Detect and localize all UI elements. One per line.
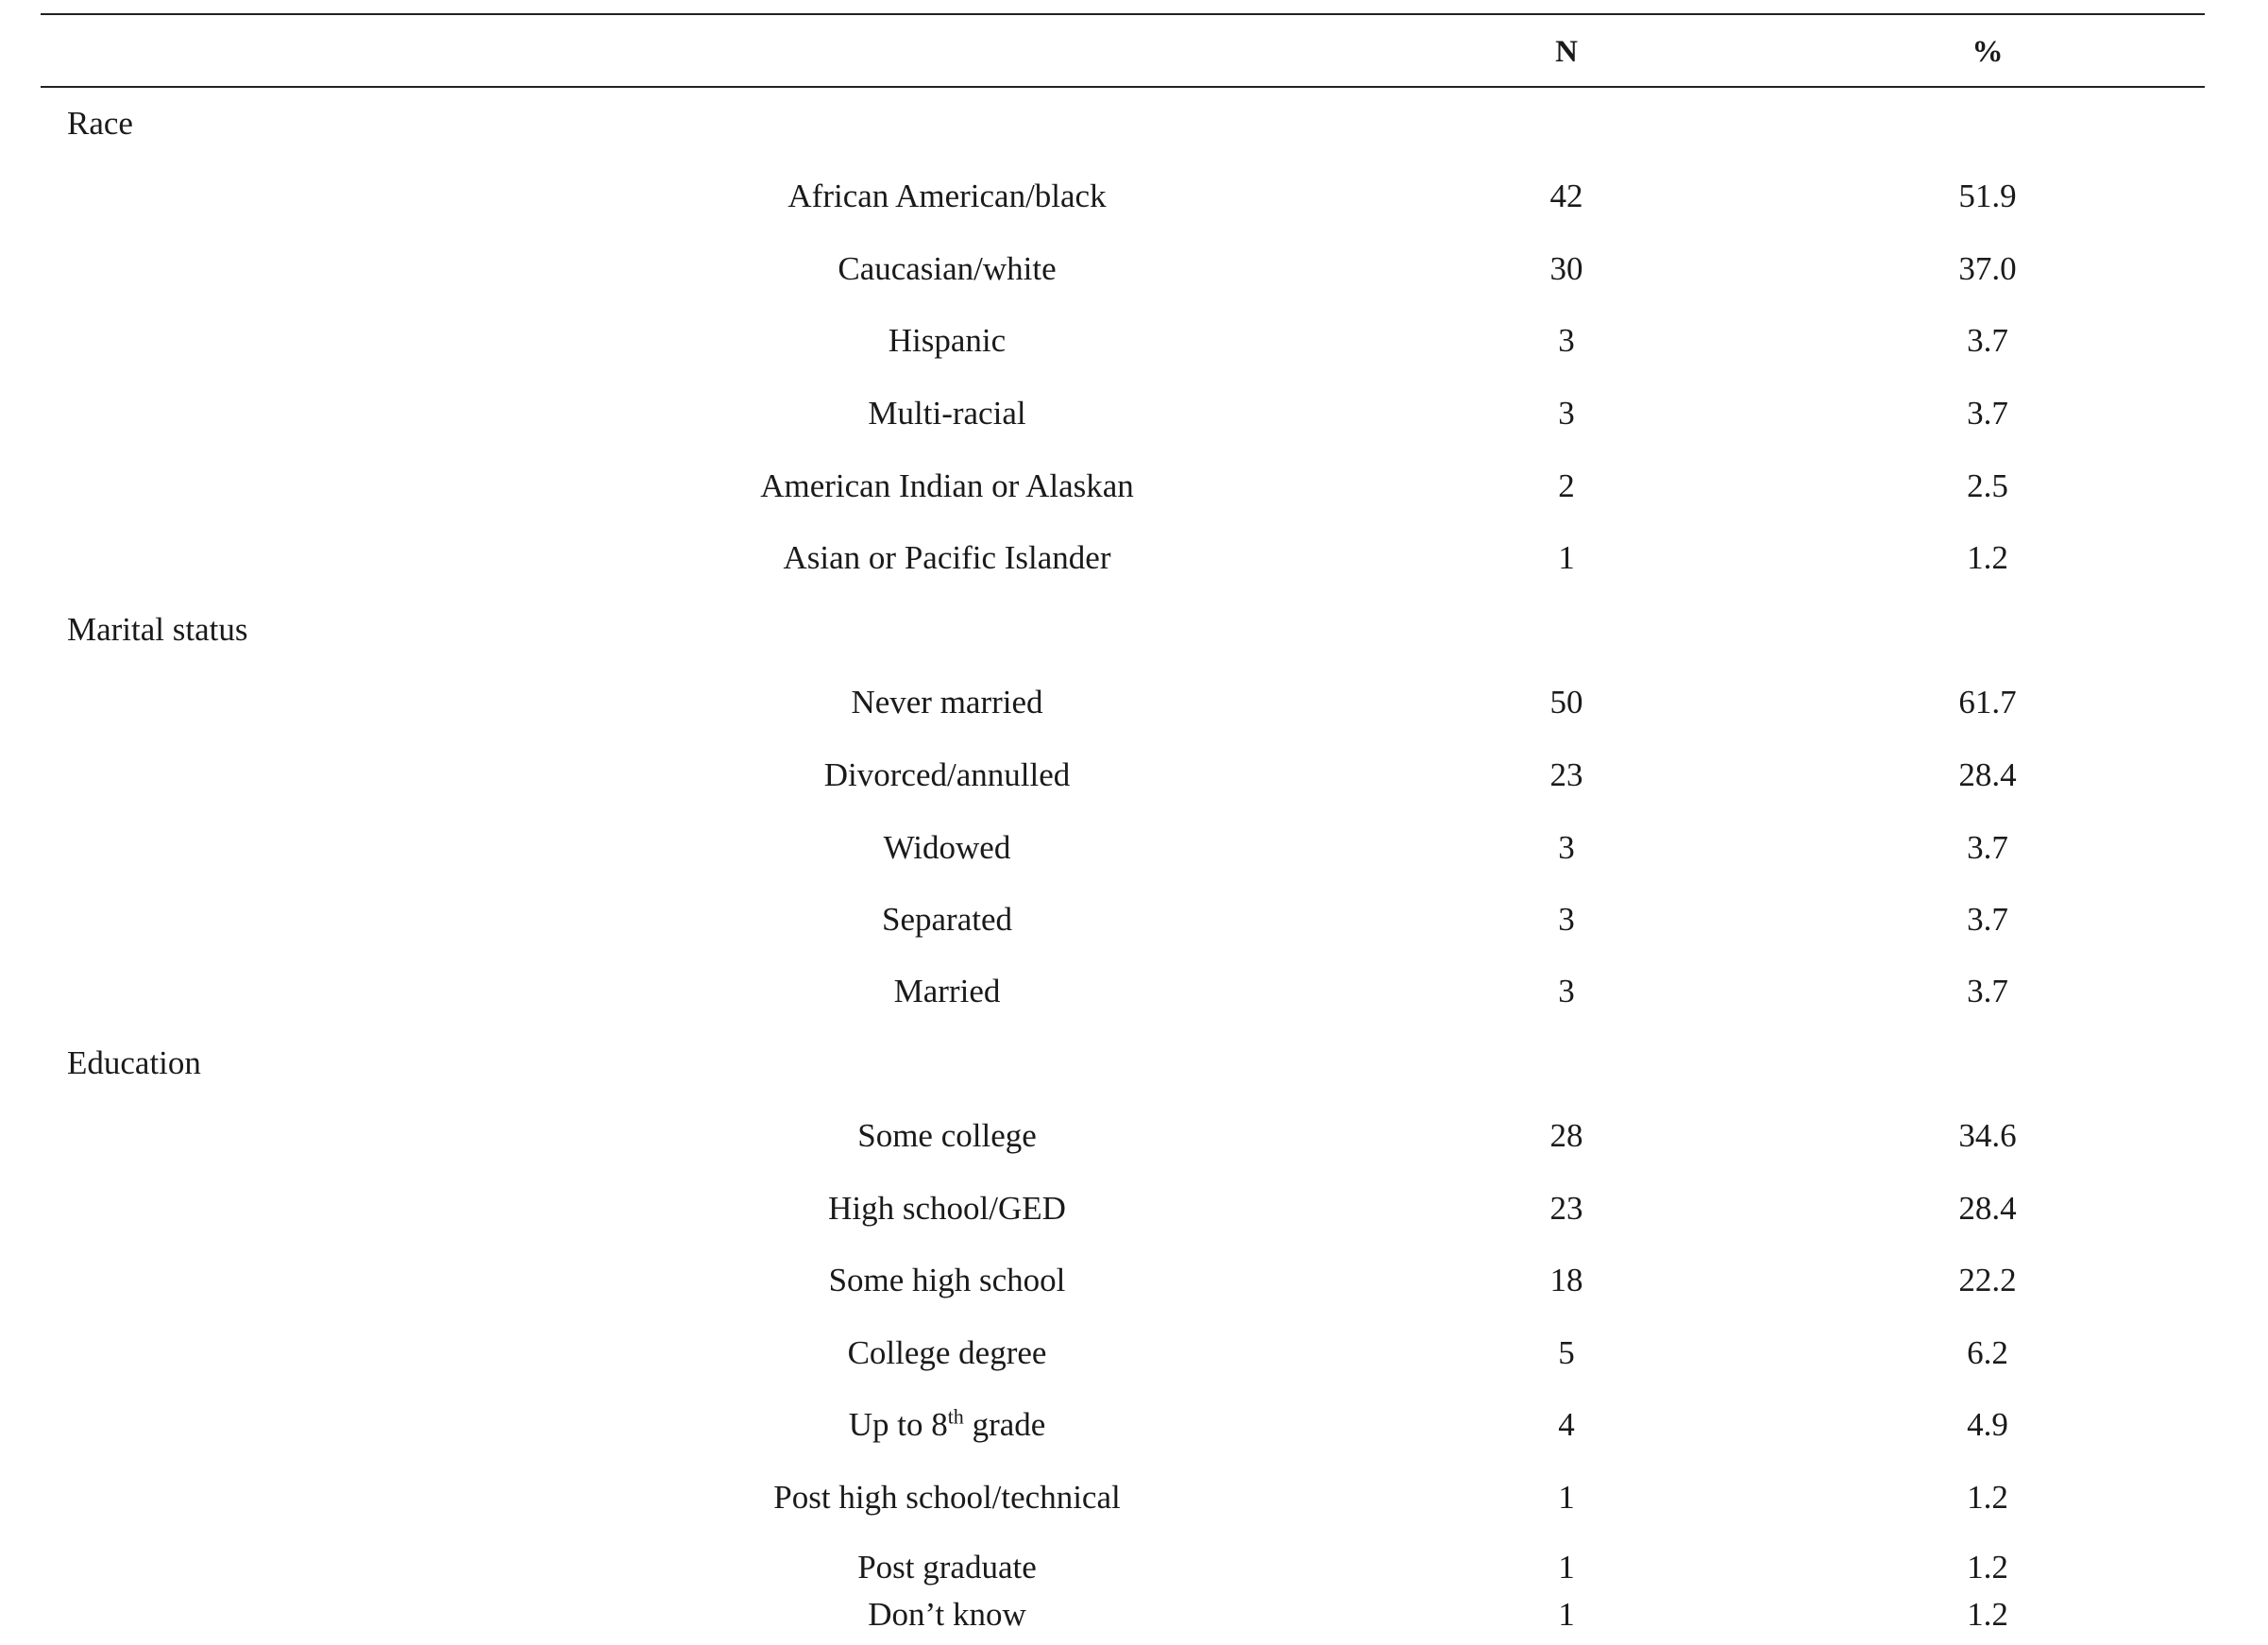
- row-n: 30: [1549, 250, 1583, 287]
- row-label: Some high school: [828, 1262, 1066, 1298]
- row-n: 1: [1558, 1596, 1575, 1633]
- row-n: 2: [1558, 467, 1575, 504]
- demographics-table: [41, 0, 2205, 1645]
- row-label: Post graduate: [857, 1549, 1037, 1586]
- table-row: [41, 1108, 2205, 1164]
- row-n: 3: [1558, 901, 1575, 938]
- row-percent: 61.7: [1958, 684, 2017, 721]
- row-percent: 51.9: [1958, 178, 2017, 214]
- row-label: Post high school/technical: [773, 1479, 1121, 1516]
- row-label: Divorced/annulled: [823, 756, 1071, 793]
- row-n: 4: [1558, 1406, 1575, 1443]
- row-label: Multi-racial: [868, 395, 1026, 432]
- row-label-part: Up to 8: [848, 1406, 948, 1443]
- row-percent: 3.7: [1967, 973, 2008, 1009]
- group-title-row: [41, 1035, 2205, 1092]
- row-n: 18: [1549, 1262, 1583, 1298]
- table-row: [41, 891, 2205, 948]
- row-percent: 28.4: [1958, 756, 2017, 793]
- row-label: Hispanic: [888, 322, 1007, 359]
- row-n: 28: [1549, 1117, 1583, 1154]
- table-row: [41, 963, 2205, 1020]
- group-title-row: [41, 95, 2205, 152]
- row-percent: 3.7: [1967, 901, 2008, 938]
- header-n: N: [1555, 35, 1578, 69]
- row-label: African American/black: [787, 178, 1107, 214]
- table-row: [41, 747, 2205, 804]
- row-percent: 3.7: [1967, 322, 2008, 359]
- header-percent: %: [1972, 35, 2004, 69]
- table-row: [41, 1469, 2205, 1526]
- row-percent: 1.2: [1967, 539, 2008, 576]
- ordinal-suffix: th: [947, 1404, 964, 1429]
- row-label-part: grade: [963, 1406, 1046, 1443]
- row-n: 23: [1549, 1190, 1583, 1227]
- row-percent: 1.2: [1967, 1596, 2008, 1633]
- row-label: Asian or Pacific Islander: [783, 539, 1111, 576]
- table-row: [41, 1586, 2205, 1643]
- row-label: Don’t know: [868, 1596, 1026, 1633]
- row-label: Separated: [882, 901, 1012, 938]
- row-percent: 34.6: [1958, 1117, 2017, 1154]
- table-row: [41, 168, 2205, 225]
- group-title-race: Race: [67, 105, 133, 142]
- row-n: 23: [1549, 756, 1583, 793]
- row-label: Caucasian/white: [838, 250, 1057, 287]
- row-n: 42: [1549, 178, 1583, 214]
- row-percent: 1.2: [1967, 1479, 2008, 1516]
- row-label: American Indian or Alaskan: [760, 467, 1134, 504]
- row-n: 1: [1558, 1479, 1575, 1516]
- group-title-row: [41, 602, 2205, 658]
- row-percent: 37.0: [1958, 250, 2017, 287]
- table-row: [41, 1325, 2205, 1382]
- row-label: Married: [893, 973, 1001, 1009]
- table-row: [41, 530, 2205, 586]
- table-row: [41, 458, 2205, 515]
- row-n: 3: [1558, 322, 1575, 359]
- row-label: Never married: [851, 684, 1043, 721]
- row-percent: 3.7: [1967, 395, 2008, 432]
- table-row: [41, 313, 2205, 369]
- row-percent: 28.4: [1958, 1190, 2017, 1227]
- row-percent: 1.2: [1967, 1549, 2008, 1586]
- row-label: [588, 1397, 1306, 1453]
- row-n: 3: [1558, 395, 1575, 432]
- row-n: 3: [1558, 829, 1575, 866]
- table-row: [41, 241, 2205, 297]
- row-percent: 4.9: [1967, 1406, 2008, 1443]
- row-n: 5: [1558, 1334, 1575, 1371]
- row-label: Widowed: [883, 829, 1011, 866]
- row-percent: 3.7: [1967, 829, 2008, 866]
- table-row: [41, 1397, 2205, 1453]
- table-row: [41, 385, 2205, 442]
- row-label: Some college: [857, 1117, 1037, 1154]
- row-n: 50: [1549, 684, 1583, 721]
- row-label: College degree: [847, 1334, 1047, 1371]
- row-percent: 22.2: [1958, 1262, 2017, 1298]
- group-title-education: Education: [67, 1044, 201, 1081]
- row-percent: 2.5: [1967, 467, 2008, 504]
- row-label: High school/GED: [828, 1190, 1066, 1227]
- row-n: 3: [1558, 973, 1575, 1009]
- table-row: [41, 1252, 2205, 1309]
- row-n: 1: [1558, 1549, 1575, 1586]
- group-title-marital-status: Marital status: [67, 611, 248, 648]
- row-n: 1: [1558, 539, 1575, 576]
- row-percent: 6.2: [1967, 1334, 2008, 1371]
- table-row: [41, 820, 2205, 876]
- table-row: [41, 674, 2205, 731]
- table-row: [41, 1180, 2205, 1237]
